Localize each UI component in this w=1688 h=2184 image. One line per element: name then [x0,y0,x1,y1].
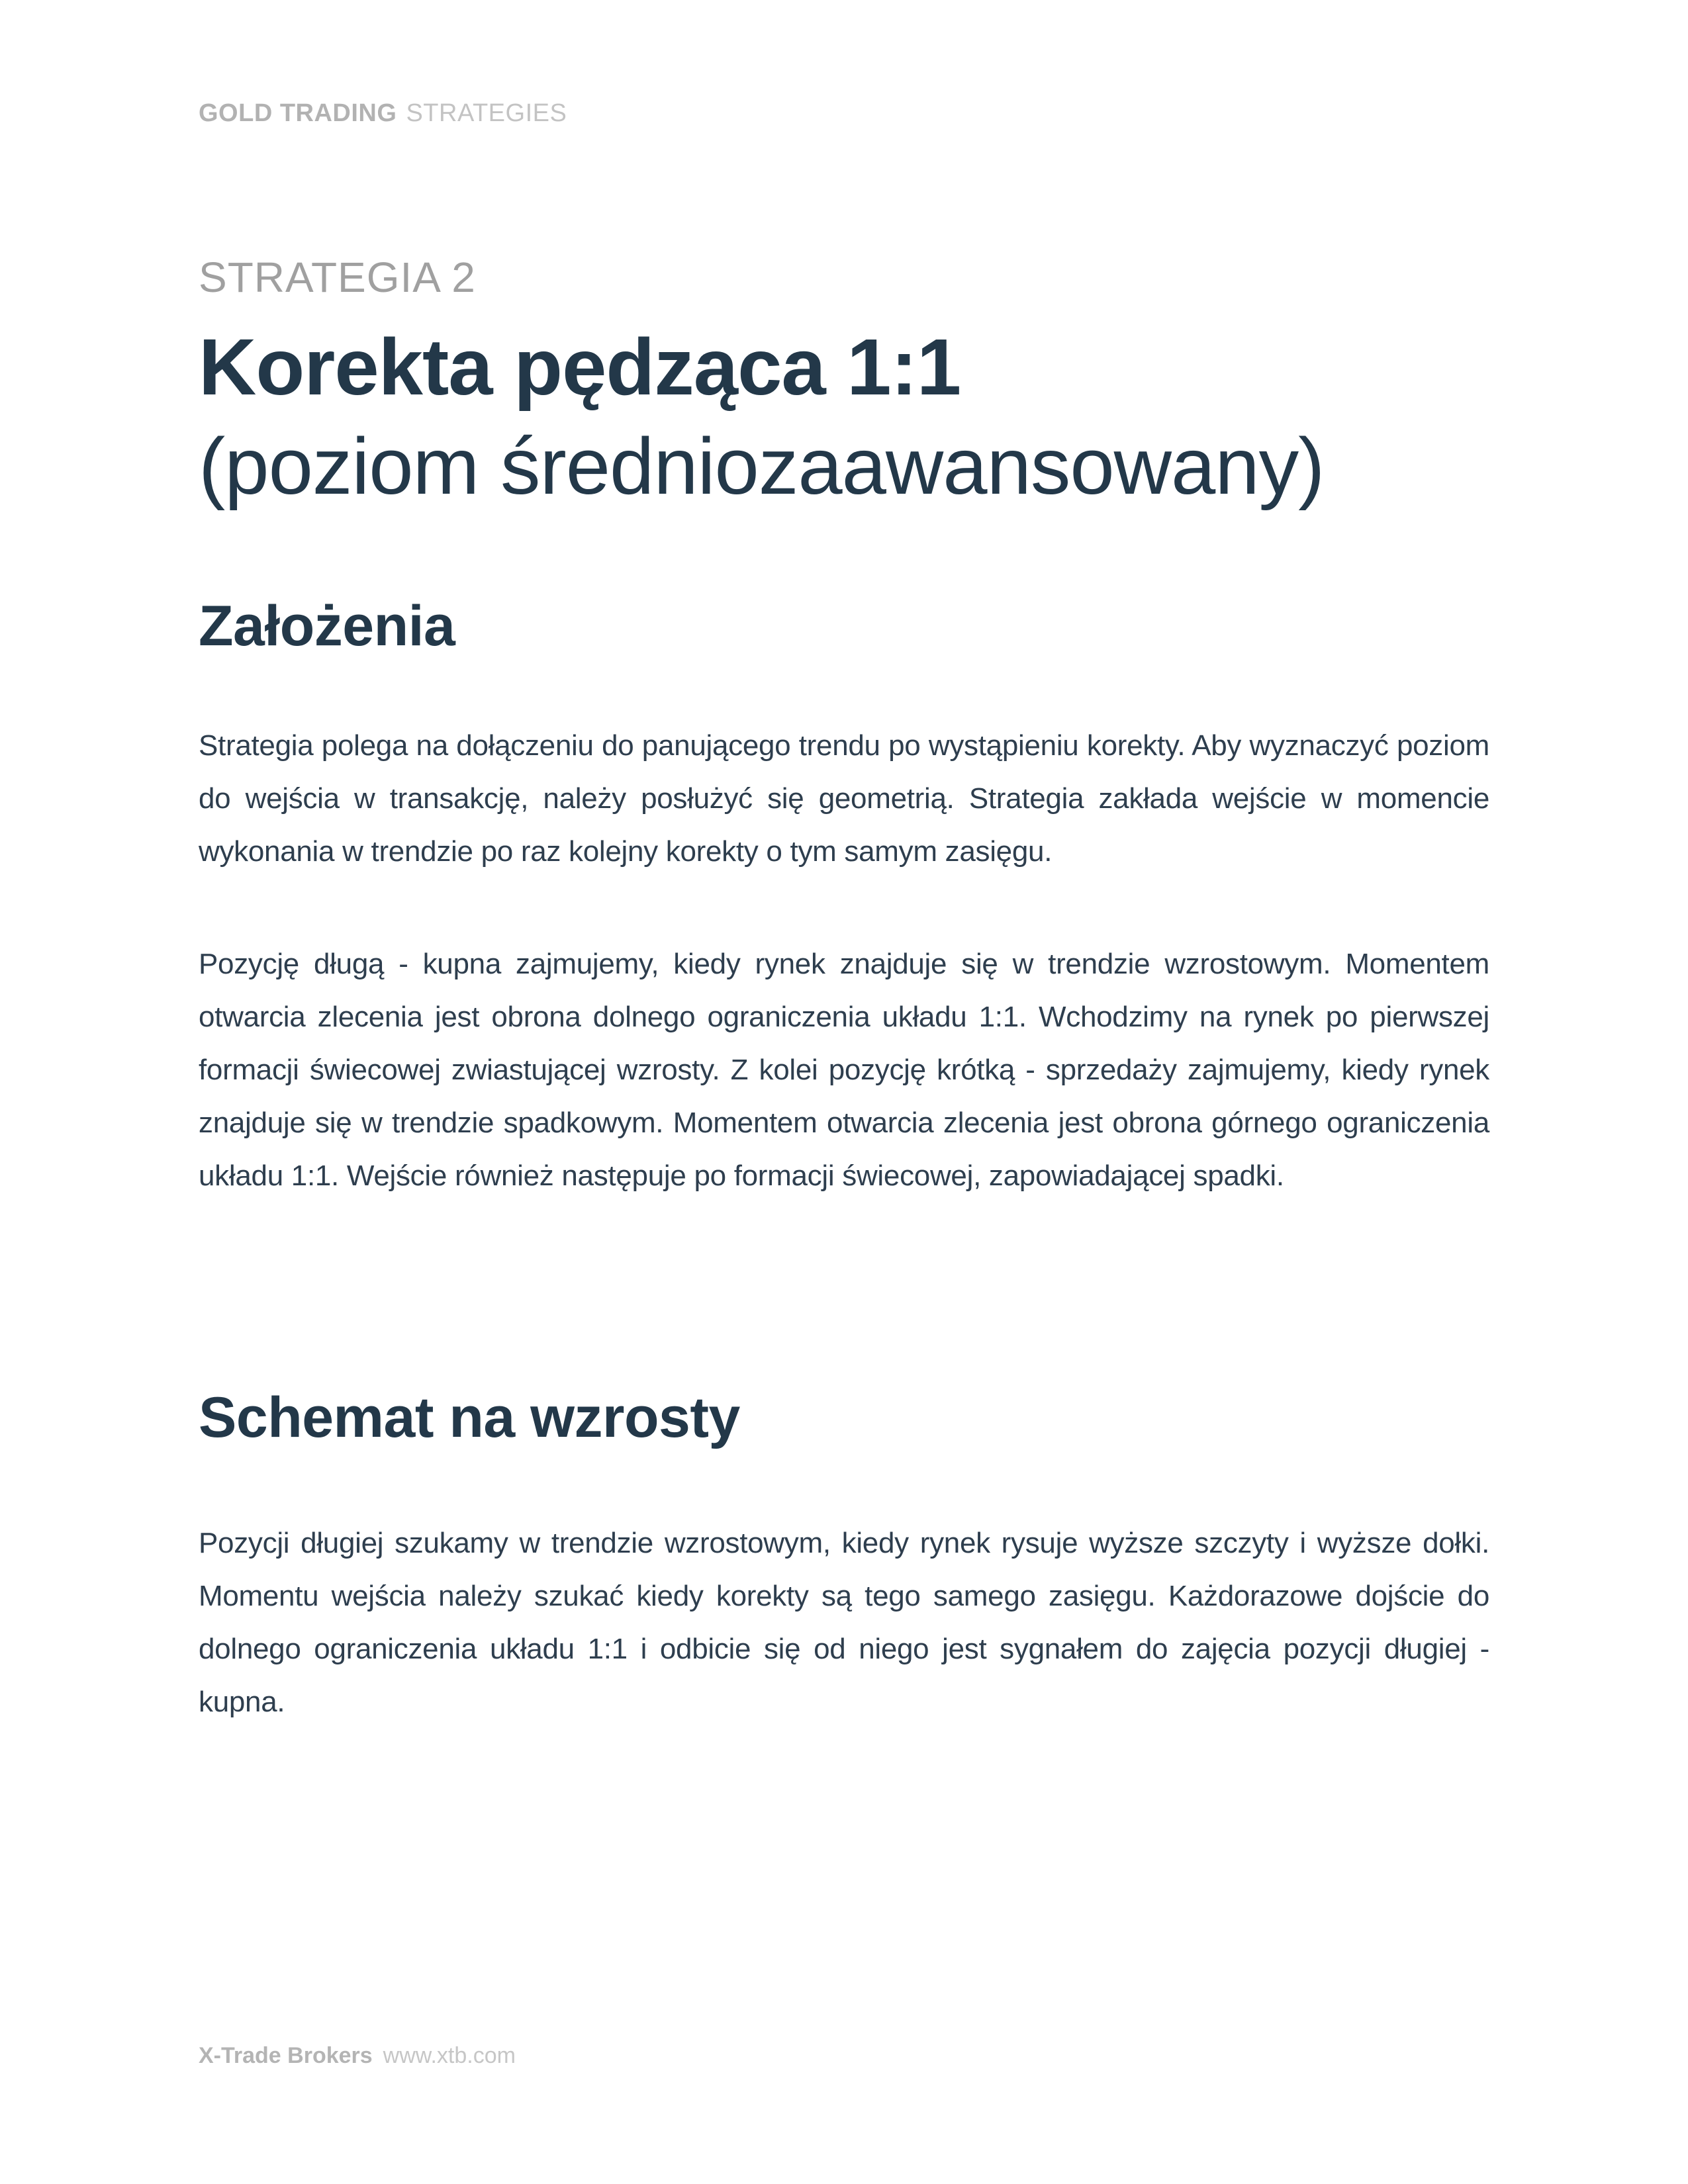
page-title-line1: Korekta pędząca 1:1 [199,322,961,412]
paragraph-zalozenia-2: Pozycję długą - kupna zajmujemy, kiedy rynek znajduje się w trendzie wzrostowym. Momentem otwarcia zlecenia jest obrona dolnego ograniczenia układu 1:1. Wchodzimy na rynek po pierwszej formacji świecowej zwiastującej wzrosty. Z kolei pozycję krótką - sprzedaży zajmujemy, kiedy rynek znajduje się w trendzie spadkowym. Momentem otwarcia zlecenia jest obrona górnego ograniczenia układu 1:1. Wejście również następuje po formacji świecowej, zapowiadającej spadki. [199,948,1489,1192]
page-content [199,101,1489,1729]
paragraph-schemat-1: Pozycji długiej szukamy w trendzie wzrostowym, kiedy rynek rysuje wyższe szczyty i wyższe dołki. Momentu wejścia należy szukać kiedy korekty są tego samego zasięgu. Każdorazowe dojście do dolnego ograniczenia układu 1:1 i odbicie się od niego jest sygnałem do zajęcia pozycji długiej - kupna. [199,1527,1489,1718]
running-footer [199,2044,516,2067]
section-heading-zalozenia: Założenia [199,594,455,658]
running-header [199,101,1489,126]
strategy-label: STRATEGIA 2 [199,253,476,301]
page-title-line2: (poziom średniozaawansowany) [199,421,1325,511]
brand-name: GOLD TRADING [199,99,397,127]
brand-subtitle: STRATEGIES [406,99,567,127]
section-heading-schemat: Schemat na wzrosty [199,1386,740,1449]
page-title [199,317,1489,516]
footer-website: www.xtb.com [383,2043,516,2068]
footer-company: X-Trade Brokers [199,2043,373,2068]
paragraph-zalozenia-1: Strategia polega na dołączeniu do panującego trendu po wystąpieniu korekty. Aby wyznaczyć poziom do wejścia w transakcję, należy posłużyć się geometrią. Strategia zakłada wejście w momencie wykonania w trendzie po raz kolejny korekty o tym samym zasięgu. [199,729,1489,868]
